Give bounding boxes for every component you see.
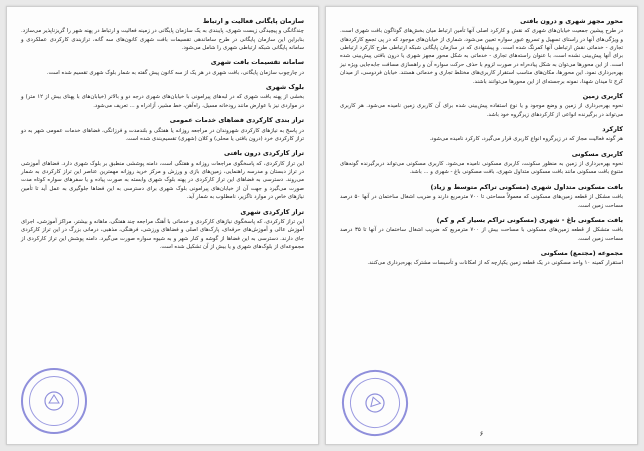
official-stamp	[21, 368, 87, 434]
section-paragraph: استقرار کمینه ۱۰ واحد مسکونی در یک قطعه زمین یکپارچه که از امکانات و تأسیسات مشترک بهره‌برداری می‌کنند.	[367, 260, 623, 267]
emblem-icon	[356, 384, 394, 422]
section-heading: تراز کارکردی درون بافتی	[224, 149, 304, 158]
section-paragraph: نحوه بهره‌برداری از زمین و وضع موجود و یا نوع استفاده پیش‌بینی شده برای آن کاربری زمین نامیده می‌شود. هر کاربری می‌تواند در برگیرنده انواعی از کارکردهای زیرگروه خود باشد.	[340, 103, 623, 118]
section-heading: کاربری زمین	[582, 91, 623, 100]
section-heading: سازمان پایگانی فعالیت و ارتباط	[202, 17, 304, 25]
section-fabric-divisions	[21, 58, 304, 77]
section-heading: کاربری مسکونی	[571, 149, 623, 158]
section-heading: کارکرد	[602, 125, 623, 134]
section-residential-complex	[340, 249, 623, 268]
section-heading: محور مجهز شهری و درون بافتی	[520, 17, 623, 25]
left-page	[6, 6, 319, 445]
section-paragraph: در چارچوب سازمان پایگانی، بافت شهری در هر یک از سه کانون پیش گفته به شمار بلوک شهری تقسیم شده است.	[46, 69, 304, 76]
section-paragraph: در پاسخ به نیازهای کارکردی شهروندان در مراجعه روزانه یا هفتگی و بلندمدت و فرزانگی، فضاهای خدمات عمومی شهر به دو تراز کارکردی خرد (درون بافتی یا محلی) و کلان (شهری) تقسیم‌بندی شده است.	[21, 127, 304, 142]
section-garden-residential	[340, 216, 623, 243]
section-city-level	[21, 208, 304, 252]
section-paragraph: چندگانگی و پیچیدگی زیست شهری، پایبندی به یک سازمان پایگانی در زمینه فعالیت و ارتباط در پهنه شهر را گریزناپذیر می‌سازد. بنابراین این سازمان پایگانی در طرح ساماندهی تقسیمات بافت شهری کانون‌های سه گانه، ترازبندی کارکردی عملکردی و سامانه پایگانی شبکه ارتباطی شهری را شامل می‌شود.	[21, 28, 304, 52]
page-number: ۶	[479, 430, 484, 438]
section-standard-residential	[340, 183, 623, 210]
section-heading: بافت مسکونی متداول شهری (مسکونی تراکم متوسط و زیاد)	[430, 182, 623, 191]
section-paragraph: این تراز کارکردی، که پاسخگوی مراجعات روزانه و هفتگی است، دامنه پوششی منطبق بر بلوک شهری دارد. فضاهای آموزشی در تراز دبستان و مدرسه راهنمایی، زمین‌های بازی و ورزش و مرکز خرید روزانه مهمترین عناصر این تراز کارکردی به شمار می‌روند. دسترسی به فضاهای این تراز کارکردی در پهنه بلوک شهری وابسته به صورت پیاده و یا سفرهای سواره کوتاه مدت صورت می‌گیرد و جهت آن از خیابان‌های پیرامونی بلوک شهری برای دسترسی به این فضاها جلوگیری به عمل آید تا تأمین نیازهای خاص در موارد ناگزیر، نامطلوب به شمار آید.	[21, 160, 304, 201]
section-heading: بافت مسکونی باغ - شهری (مسکونی تراکم بسیار کم و کم)	[436, 215, 623, 224]
section-paragraph: بافت متشکل از قطعه زمین‌های مسکونی با مساحت بیش از ۷۰۰ مترمربع که ضریب اشغال ساختمان در آنها تا ۳۵ درصد مساحت زمین است.	[340, 227, 623, 242]
emblem-icon	[39, 386, 69, 416]
section-heading: سامانه تقسیمات بافت شهری	[210, 58, 304, 67]
section-paragraph: بافت مشکل از قطعه زمین‌های مسکونی که معمولاً مساحتی تا ۷۰۰ مترمربع دارند و ضریب اشغال ساختمان در آنها ۵۰ درصد مساحت زمین است.	[340, 194, 624, 209]
section-land-use	[340, 92, 623, 119]
section-service-levels	[21, 116, 304, 143]
section-paragraph: این تراز کارکردی، که پاسخگوی نیازهای کارکردی و خدماتی با آهنگ مراجعه چند هفتگی، ماهانه و بیشتر، مراکز آموزشی، اجرای آموزش عالی و آموزش‌های حرفه‌ای، پارک‌های اصلی و فضاهای ورزشی، فرهنگی، مذهبی، درمانی بزرگ در این تراز کارکردی جای دارند. دسترسی به این فضاها از گوشه و کنار شهر و به شیوه سواره صورت می‌گیرد. دامنه پوشش این تراز کارکردی از مجموعه‌ای از بلوک‌های شهری و یا بیش از آن تشکیل شده است.	[21, 218, 304, 250]
section-paragraph: در طرح پیشین جمعیت خیابان‌های شهری که نقش و کارکرد اصلی آنها تأمین ارتباط میان بخش‌های گوناگون بافت شهری است. و ویژگی‌های آنها در راستای تسهیل و تسریع عبور سواره تعیین می‌شود، شماری از خیابان‌های موجود که در پی تجمع کارکردهای تجاری - خدماتی نقش ارتباطی آنها کمرنگ شده است. و پیشنهادی که در سازمان پایگانی شبکه ارتباطی طرح کارکرد ارتباطی برای آنها پیش‌بینی نشده است، با عنوان راسته‌های تجاری - خدماتی به شکل محور مجهز شهری یا درون بافتی پیش‌بینی شده است. از این محورها می‌توان به شکل پیاده‌راه در صورت لزوم با حذف حرکت سواره آن و راهسازی مسافت جابه‌جایی ویژه نیز بهره‌برداری نمود. این محورها، مکان‌های مناسب استقرار کاربری‌های مختلط تجاری و خدماتی هستند. خیابان فردوسی، از میدان کرج تا میدان شهدا، نمونه برجسته‌ای از این محورها می‌توانند باشند.	[340, 28, 623, 85]
section-heading: تراز کارکردی شهری	[240, 207, 304, 216]
section-urban-block	[21, 83, 304, 110]
section-paragraph: هر گونه فعالیت مجاز که در زیرگروه انواع کاربری قرار می‌گیرد، کارکرد نامیده می‌شود.	[429, 136, 623, 143]
right-page	[325, 6, 638, 445]
section-heading: بلوک شهری	[265, 83, 304, 92]
section-function	[340, 125, 623, 144]
section-paragraph: بخشی از پهنه بافت شهری که در لبه‌های پیرامونی با خیابان‌های شهری درجه دو و بالاتر (خیابان‌های با پهنای بیش از ۱۲ متر) و در مواردی نیز با عوارض مانند رودخانه مسیل، راه‌آهن، خط مشیر، آزادراه و ... تعریف می‌شود.	[21, 94, 304, 109]
section-residential-use	[340, 150, 623, 177]
section-local-level	[21, 149, 304, 201]
section-heading: تراز بندی کارکردی فضاهای خدمات عمومی	[169, 116, 304, 125]
section-hierarchy-organization	[21, 17, 304, 52]
section-paragraph: نحوه بهره‌برداری از زمین به منظور سکونت، کاربری مسکونی نامیده می‌شود. کاربری مسکونی می‌تواند دربرگیرنده گونه‌های متنوع بافت مسکونی مانند بافت مسکونی متداول شهری، بافت مسکونی باغ - شهری و ... باشد.	[340, 161, 623, 176]
section-heading: مجموعه (مجتمع) مسکونی	[540, 248, 623, 257]
section-urban-axis	[340, 17, 623, 86]
